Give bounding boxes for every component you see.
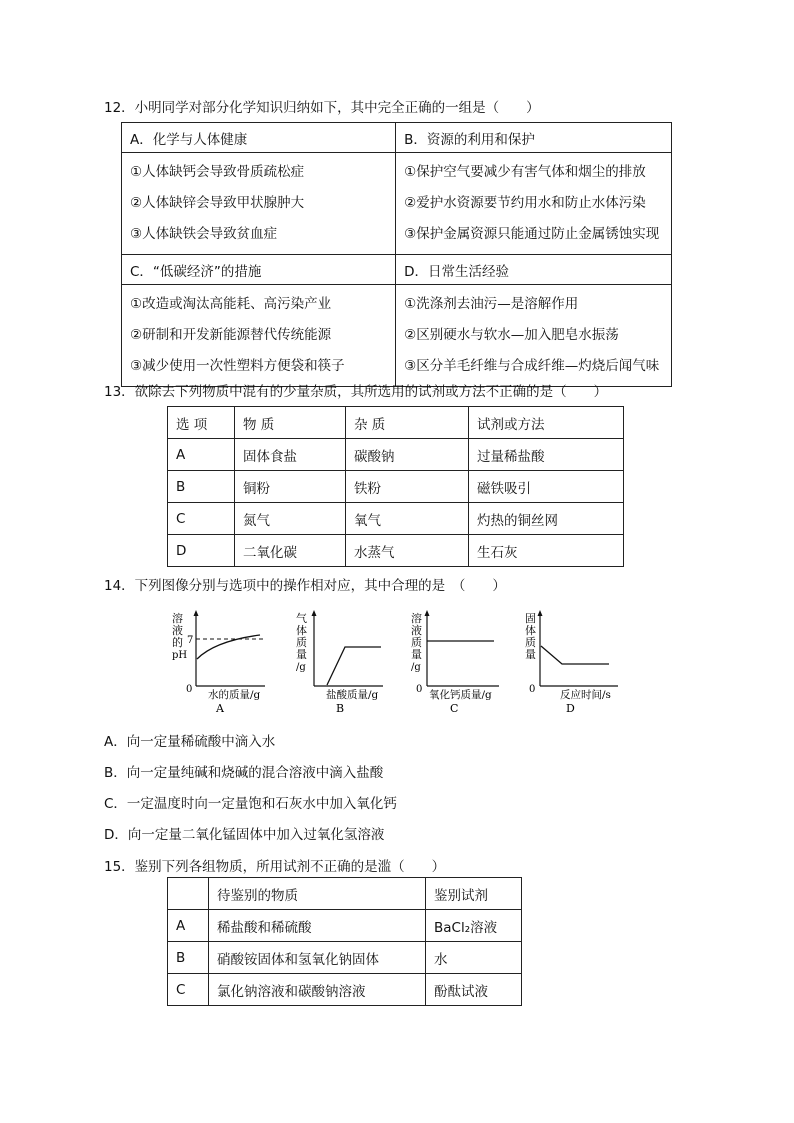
option-b-item: ②爱护水资源要节约用水和防止水体污染 [404,195,646,211]
option-c-items [122,285,396,387]
table-cell: 氯化钠溶液和碳酸钠溶液 [209,974,426,1006]
table-cell: A [168,439,235,471]
graph-a-y-arrow [194,610,199,616]
option-c-heading: C．“低碳经济”的措施 [122,255,396,285]
table-row [168,535,624,567]
graph-a-xlabel: 水的质量/g [208,689,261,701]
table-cell: C [168,974,209,1006]
graph-b-ylabel: 气 [296,612,307,625]
header-cell: 杂 质 [346,407,469,439]
table-cell: D [168,535,235,567]
table-cell: 固体食盐 [235,439,346,471]
graph-c-ylabel: 液 [411,624,422,637]
option-b-heading: B．资源的利用和保护 [396,123,672,153]
question-13-table [167,406,624,567]
table-row [168,471,624,503]
option-c-item: ③减少使用一次性塑料方便袋和筷子 [130,358,345,374]
graph-a-letter: A [216,702,224,715]
option-c: C．一定温度时向一定量饱和石灰水中加入氧化钙 [104,796,397,812]
graph-d-svg [520,606,630,718]
graph-c-ylabel: /g [411,662,421,673]
graph-b-ylabel: 体 [296,624,307,637]
graph-b-ylabel: 量 [296,648,307,661]
question-12-table [121,122,672,387]
table-cell: 铁粉 [346,471,469,503]
graph-c-xlabel: 氧化钙质量/g [429,689,492,701]
table-cell: 生石灰 [469,535,624,567]
option-a-items [122,153,396,255]
graph-d-origin: 0 [529,684,536,695]
option-d: D．向一定量二氧化锰固体中加入过氧化氢溶液 [104,827,385,843]
header-cell: 鉴别试剂 [426,878,522,910]
graph-a-tick: 7 [187,635,194,646]
graph-b-curve [327,647,381,685]
table-cell: BaCl₂溶液 [426,910,522,942]
graph-d-ylabel: 体 [525,624,536,637]
table-header-row [168,407,624,439]
table-cell: 碳酸钠 [346,439,469,471]
graph-c-origin: 0 [416,684,423,695]
graph-c [406,606,506,722]
table-row [168,942,522,974]
graph-c-ylabel: 溶 [411,612,422,625]
graph-c-svg [406,606,506,718]
option-a-item: ③人体缺铁会导致贫血症 [130,226,278,242]
table-cell: 酚酞试液 [426,974,522,1006]
option-d-item: ③区分羊毛纤维与合成纤维—灼烧后闻气味 [404,358,660,374]
table-cell: 稀盐酸和稀硫酸 [209,910,426,942]
table-cell: 铜粉 [235,471,346,503]
table-row [168,910,522,942]
table-cell: 磁铁吸引 [469,471,624,503]
graph-d-y-arrow [538,610,543,616]
graph-d-curve [541,646,609,664]
option-b-items [396,153,672,255]
graph-a-svg [170,606,270,718]
graph-b-ylabel: 质 [296,636,307,649]
graph-b-xlabel: 盐酸质量/g [326,689,379,701]
option-c-item: ①改造或淘汰高能耗、高污染产业 [130,296,332,312]
option-a-heading: A．化学与人体健康 [122,123,396,153]
table-row [168,503,624,535]
graph-a-ylabel: 液 [172,624,183,637]
header-cell: 待鉴别的物质 [209,878,426,910]
option-b-item: ①保护空气要减少有害气体和烟尘的排放 [404,164,646,180]
table-cell: C [168,503,235,535]
table-cell: 灼热的铜丝网 [469,503,624,535]
graph-b-svg [290,606,390,718]
table-header-row [168,878,522,910]
option-b-item: ③保护金属资源只能通过防止金属锈蚀实现 [404,226,660,242]
graph-d-ylabel: 量 [525,648,536,661]
graph-d-ylabel: 质 [525,636,536,649]
graph-a-ylabel: 的 [172,636,183,649]
table-row [168,439,624,471]
table-cell: 二氧化碳 [235,535,346,567]
header-cell: 物 质 [235,407,346,439]
graph-b-ylabel: /g [296,662,306,673]
option-d-items [396,285,672,387]
graph-a-origin: 0 [186,684,193,695]
table-cell: B [168,942,209,974]
table-cell: A [168,910,209,942]
question-15-table [167,877,522,1006]
question-12-stem: 12．小明同学对部分化学知识归纳如下，其中完全正确的一组是（ ） [104,100,540,116]
question-13-stem: 13．欲除去下列物质中混有的少量杂质，其所选用的试剂或方法不正确的是（ ） [104,384,608,400]
graph-c-ylabel: 量 [411,648,422,661]
graph-b-y-arrow [312,610,317,616]
graph-c-ylabel: 质 [411,636,422,649]
table-cell: 氮气 [235,503,346,535]
header-cell: 试剂或方法 [469,407,624,439]
option-c-item: ②研制和开发新能源替代传统能源 [130,327,332,343]
graph-b [290,606,390,722]
graph-a-ylabel: pH [172,650,188,661]
graph-a-ylabel: 溶 [172,612,183,625]
table-cell: 水 [426,942,522,974]
graph-c-letter: C [450,702,459,715]
option-d-heading: D．日常生活经验 [396,255,672,285]
header-cell: 选 项 [168,407,235,439]
graph-b-letter: B [336,702,345,715]
option-a: A．向一定量稀硫酸中滴入水 [104,734,276,750]
option-a-item: ②人体缺锌会导致甲状腺肿大 [130,195,305,211]
graph-a [170,606,270,722]
graph-d [520,606,630,722]
question-14-stem: 14．下列图像分别与选项中的操作相对应，其中合理的是 （ ） [104,578,506,594]
table-cell: 过量稀盐酸 [469,439,624,471]
table-row [168,974,522,1006]
graph-d-xlabel: 反应时间/s [560,689,611,701]
graph-d-letter: D [566,702,575,715]
question-15-stem: 15．鉴别下列各组物质，所用试剂不正确的是滥（ ） [104,859,446,875]
table-cell: B [168,471,235,503]
option-a-item: ①人体缺钙会导致骨质疏松症 [130,164,305,180]
option-d-item: ①洗涤剂去油污—是溶解作用 [404,296,579,312]
table-cell: 水蒸气 [346,535,469,567]
graph-c-y-arrow [425,610,430,616]
header-cell [168,878,209,910]
table-cell: 硝酸铵固体和氢氧化钠固体 [209,942,426,974]
option-d-item: ②区别硬水与软水—加入肥皂水振荡 [404,327,619,343]
option-b: B．向一定量纯碱和烧碱的混合溶液中滴入盐酸 [104,765,384,781]
graph-d-ylabel: 固 [525,612,536,625]
table-cell: 氧气 [346,503,469,535]
